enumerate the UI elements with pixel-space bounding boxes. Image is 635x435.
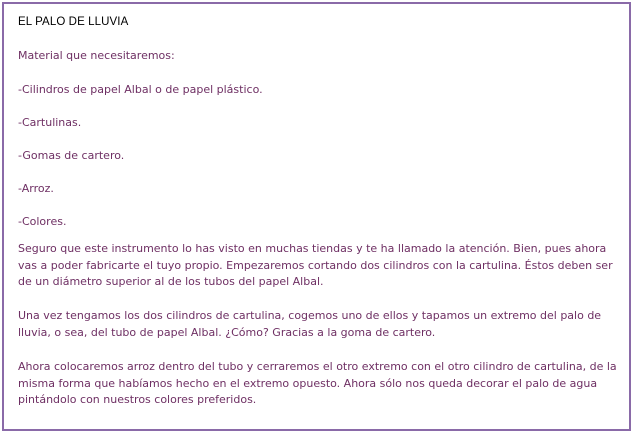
material-item: -Colores. [18, 215, 67, 228]
document-title: EL PALO DE LLUVIA [18, 16, 129, 28]
paragraph: Seguro que este instrumento lo has visto en muchas tiendas y te ha llamado la atención. Bien, pues ahora vas a poder fabricarte el tuyo propio. Empezaremos cortando dos cilindros con la cartulina. Éstos deben ser de un diámetro superior al de los tubos del papel Albal. [18, 242, 613, 288]
material-item: -Cilindros de papel Albal o de papel plástico. [18, 83, 263, 96]
paragraph: Una vez tengamos los dos cilindros de cartulina, cogemos uno de ellos y tapamos un extremo del palo de lluvia, o sea, del tubo de papel Albal. ¿Cómo? Gracias a la goma de cartero. [18, 309, 602, 339]
material-item: -Gomas de cartero. [18, 149, 125, 162]
material-item: -Cartulinas. [18, 116, 82, 129]
material-item: -Arroz. [18, 182, 54, 195]
paragraph: Ahora colocaremos arroz dentro del tubo y cerraremos el otro extremo con el otro cilindro de cartulina, de la misma forma que habíamos hecho en el extremo opuesto. Ahora sólo nos queda decorar el palo de agua pintándolo con nuestros colores preferidos. [18, 360, 617, 406]
document-frame [2, 2, 631, 431]
materials-heading: Material que necesitaremos: [18, 49, 175, 62]
